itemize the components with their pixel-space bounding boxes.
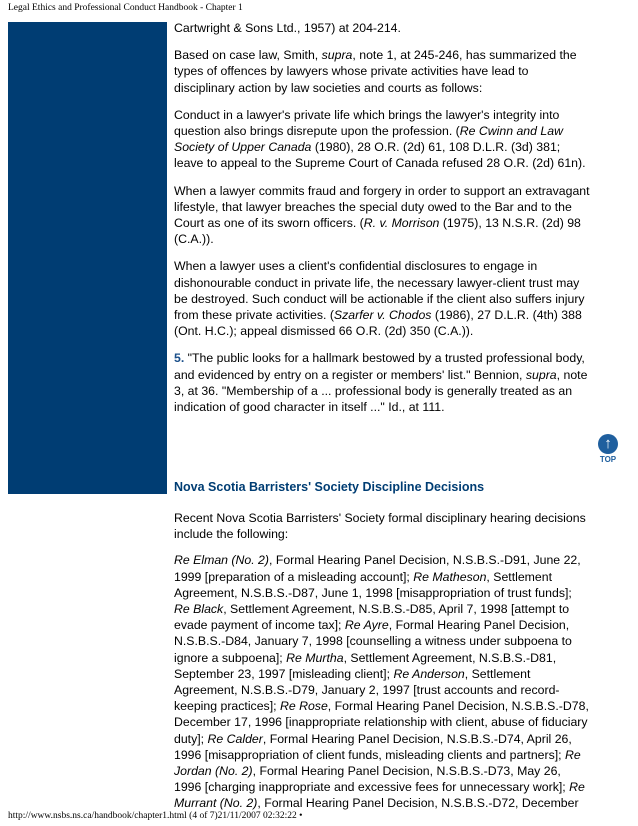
decision-details: , Formal Hearing Panel Decision, N.S.B.S.-D84, January 7, 1998 [counselling a witness under subpoena to ignore a subpoena];	[174, 618, 572, 665]
back-to-top-button[interactable]	[596, 434, 620, 466]
paragraph-private-life: Conduct in a lawyer's private life which brings the lawyer's integrity into question also brings disrepute upon the profession. (Re Cwinn and Law Society of Upper Canada (1980), 28 O.R. (2d) 61, 108 D.L.R. (3d) 381; leave to appeal to the Supreme Court of Canada refused 28 O.R. (2d) 61n).	[174, 107, 586, 171]
decision-case-name: Re Black	[174, 602, 224, 617]
footnote-5: 5. "The public looks for a hallmark bestowed by a trusted professional body, and evidenced by entry on a register or members' list." Bennion, supra, note 3, at 36. "Membership of a ... professional body is generally treated as an indication of good character in itself ..." Id., at 111.	[174, 351, 588, 415]
decision-case-name: Re Ayre	[344, 618, 389, 633]
decisions-section	[174, 510, 590, 822]
page-header: Legal Ethics and Professional Conduct Handbook - Chapter 1	[8, 3, 243, 13]
decision-details: , Formal Hearing Panel Decision, N.S.B.S.-D73, May 26, 1996 [charging inappropriate and excessive fees for unnecessary work];	[174, 764, 570, 795]
footnote-link[interactable]: 5.	[174, 351, 185, 366]
decision-case-name: Re Murrant (No. 2)	[174, 780, 585, 811]
decisions-list	[174, 552, 590, 811]
paragraph-confidential: When a lawyer uses a client's confidential disclosures to engage in dishonourable conduct in private life, the necessary lawyer-client trust may be destroyed. Such conduct will be actionable if the client also suffers injury from these private activities. (Szarfer v. Chodos (1986), 27 D.L.R. (4th) 388 (Ont. H.C.); appeal dismissed 66 O.R. (2d) 350 (C.A.)).	[174, 259, 585, 339]
section-heading: Nova Scotia Barristers' Society Discipline Decisions	[174, 480, 485, 494]
page-footer: http://www.nsbs.ns.ca/handbook/chapter1.html (4 of 7)21/11/2007 02:32:22 •	[8, 811, 303, 821]
decision-case-name: Re Jordan (No. 2)	[174, 747, 581, 779]
decision-details: , Settlement Agreement, N.S.B.S.-D85, April 7, 1998 [attempt to evade payment of income tax];	[174, 602, 570, 633]
sidebar-panel	[8, 22, 167, 494]
decision-details: , Formal Hearing Panel Decision, N.S.B.S.-D91, June 22, 1999 [preparation of a misleading account];	[174, 553, 581, 584]
decision-case-name: Re Anderson	[393, 666, 465, 681]
paragraph-fraud: When a lawyer commits fraud and forgery in order to support an extravagant lifestyle, that lawyer breaches the special duty owed to the Bar and to the Court as one of its sworn officers. (R. v. Morrison (1975), 13 N.S.R. (2d) 98 (C.A.)).	[174, 183, 590, 247]
decision-details: , Settlement Agreement, N.S.B.S.-D81, September 23, 1997 [misleading client];	[174, 650, 557, 681]
decision-case-name: Re Calder	[207, 731, 263, 746]
decision-details: , Formal Hearing Panel Decision, N.S.B.S.-D78, December 17, 1996 [inappropriate relationship with client, abuse of fiduciary duty];	[174, 699, 589, 746]
decision-details: , Formal Hearing Panel Decision, N.S.B.S.-D74, April 26, 1996 [misappropriation of client funds, misleading clients and partners];	[174, 731, 572, 762]
paragraph-intro: Based on case law, Smith, supra, note 1, at 245-246, has summarized the types of offences by lawyers whose private activities have lead to disciplinary action by law societies and courts as follows:	[174, 48, 577, 95]
top-label: TOP	[599, 455, 617, 464]
decision-details: , Settlement Agreement, N.S.B.S.-D79, January 2, 1997 [trust accounts and record-keeping practices];	[174, 666, 560, 714]
decision-case-name: Re Murtha	[286, 650, 344, 665]
paragraph-citation-end: Cartwright & Sons Ltd., 1957) at 204-214.	[174, 21, 401, 35]
section-intro: Recent Nova Scotia Barristers' Society formal disciplinary hearing decisions include the following:	[174, 511, 586, 542]
up-arrow-icon: ↑	[598, 434, 618, 454]
decision-case-name: Re Elman (No. 2)	[174, 553, 269, 568]
decision-case-name: Re Rose	[279, 699, 328, 714]
decision-details: , Formal Hearing Panel Decision, N.S.B.S.-D72, December	[257, 796, 579, 811]
decision-case-name: Re Matheson	[413, 569, 487, 584]
main-content	[174, 20, 590, 426]
decision-details: , Settlement Agreement, N.S.B.S.-D87, June 1, 1998 [misappropriation of trust funds];	[174, 569, 572, 600]
